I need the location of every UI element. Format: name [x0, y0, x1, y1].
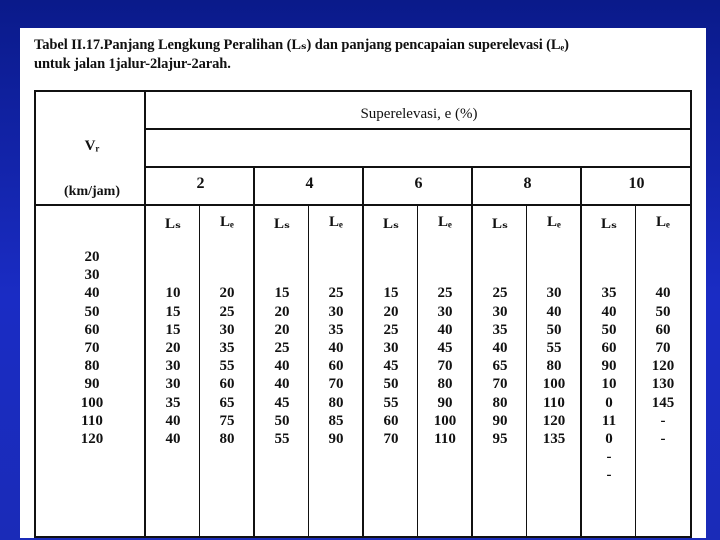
table-cell: 15: [165, 321, 181, 338]
table-cell: 75: [219, 412, 235, 429]
subheader-le-4: Lₑ: [329, 214, 343, 230]
column-9: [582, 248, 636, 484]
table-cell: 30: [328, 303, 344, 320]
table-cell: 50: [655, 303, 671, 320]
table-cell: 45: [437, 339, 453, 356]
subheader-le-10: Lₑ: [656, 214, 670, 230]
table-cell: 15: [165, 303, 181, 320]
table-cell: 25: [492, 285, 508, 302]
column-4: [309, 248, 363, 448]
column-5: [364, 248, 418, 448]
table-cell: 130: [651, 376, 675, 393]
table-cell: [146, 266, 200, 284]
table-cell: 70: [492, 376, 508, 393]
column-10: [636, 248, 690, 448]
table-cell: 40: [165, 430, 181, 447]
header-superelevation: Superelevasi, e (%): [360, 106, 478, 122]
table-cell: 60: [328, 358, 344, 375]
header-e-6: 6: [414, 175, 423, 192]
table-cell: 55: [383, 394, 399, 411]
table-cell: -: [606, 467, 612, 484]
table-cell: 40: [546, 303, 562, 320]
rule-under-superelevation: [146, 128, 692, 130]
cell-vr: 70: [84, 339, 100, 356]
table-cell: 110: [543, 394, 565, 411]
cell-vr: 30: [84, 267, 100, 284]
table-cell: 35: [492, 321, 508, 338]
table-cell: [146, 248, 200, 266]
table-cell: [309, 248, 363, 266]
table-cell: 30: [492, 303, 508, 320]
table-cell: 70: [437, 358, 453, 375]
cell-vr: 100: [80, 394, 104, 411]
table-cell: 95: [492, 430, 508, 447]
table-cell: 90: [328, 430, 344, 447]
table-cell: -: [606, 449, 612, 466]
table-cell: 65: [219, 394, 235, 411]
table-cell: 35: [219, 339, 235, 356]
table-cell: 30: [165, 358, 181, 375]
table-cell: 10: [165, 285, 181, 302]
subheader-ls-6: Lₛ: [383, 216, 399, 232]
subheader-le-6: Lₑ: [438, 214, 452, 230]
header-vr: Vᵣ: [84, 138, 100, 154]
column-3: [255, 248, 309, 448]
cell-vr: 90: [84, 376, 100, 393]
table-cell: 70: [655, 339, 671, 356]
table-cell: 110: [434, 430, 456, 447]
table-cell: 60: [655, 321, 671, 338]
table-cell: 55: [219, 358, 235, 375]
column-1: [146, 248, 200, 448]
table-cell: 80: [546, 358, 562, 375]
table-cell: -: [660, 430, 666, 447]
table-cell: 40: [601, 303, 617, 320]
table-cell: [200, 266, 254, 284]
column-2: [200, 248, 254, 448]
subheader-ls-2: Lₛ: [165, 216, 181, 232]
cell-vr: 50: [84, 303, 100, 320]
table-cell: 15: [274, 285, 290, 302]
table-cell: 20: [274, 303, 290, 320]
table-caption: [34, 36, 694, 74]
slide-image: [20, 28, 706, 538]
table-cell: 50: [546, 321, 562, 338]
table-cell: 65: [492, 358, 508, 375]
subheader-ls-10: Lₛ: [601, 216, 617, 232]
table-cell: 70: [383, 430, 399, 447]
caption-line-1: Tabel II.17.Panjang Lengkung Peralihan (Lₛ) dan panjang pencapaian superelevasi (Lₑ): [34, 37, 569, 53]
table-cell: 145: [651, 394, 675, 411]
table-cell: [527, 266, 581, 284]
table-cell: 30: [383, 339, 399, 356]
rule-under-subheaders: [36, 204, 692, 206]
table-cell: 35: [328, 321, 344, 338]
table-cell: 100: [542, 376, 566, 393]
table-cell: [418, 248, 472, 266]
table-cell: 10: [601, 376, 617, 393]
header-vr-unit: (km/jam): [64, 184, 120, 199]
table-cell: 25: [383, 321, 399, 338]
table-cell: 100: [433, 412, 457, 429]
table-cell: 30: [546, 285, 562, 302]
subheader-le-2: Lₑ: [220, 214, 234, 230]
table-cell: -: [660, 412, 666, 429]
table-cell: [636, 266, 690, 284]
table-cell: 90: [492, 412, 508, 429]
cell-vr: 120: [80, 430, 104, 447]
table-cell: [473, 266, 527, 284]
table-cell: 135: [542, 430, 566, 447]
table-cell: 25: [437, 285, 453, 302]
table-cell: [636, 248, 690, 266]
table-cell: 45: [383, 358, 399, 375]
table-cell: 20: [274, 321, 290, 338]
caption-line-2: untuk jalan 1jalur-2lajur-2arah.: [34, 56, 231, 72]
table-cell: 120: [651, 358, 675, 375]
table-cell: 40: [328, 339, 344, 356]
table-cell: [582, 266, 636, 284]
table-cell: 90: [601, 358, 617, 375]
table-cell: 20: [165, 339, 181, 356]
table-cell: 30: [219, 321, 235, 338]
table-cell: 45: [274, 394, 290, 411]
table-cell: 35: [601, 285, 617, 302]
cell-vr: 110: [81, 412, 103, 429]
table-cell: 20: [383, 303, 399, 320]
cell-vr: 20: [84, 249, 100, 265]
rule-under-e-values: [146, 166, 692, 168]
table-cell: 25: [328, 285, 344, 302]
table-cell: [473, 248, 527, 266]
header-e-10: 10: [628, 175, 645, 192]
table-cell: 40: [274, 358, 290, 375]
table-cell: 120: [542, 412, 566, 429]
table-cell: 80: [219, 430, 235, 447]
table-cell: 40: [274, 376, 290, 393]
subheader-le-8: Lₑ: [547, 214, 561, 230]
table-cell: 40: [655, 285, 671, 302]
table-cell: [418, 266, 472, 284]
table-cell: 15: [383, 285, 399, 302]
column-6: [418, 248, 472, 448]
table-cell: [364, 266, 418, 284]
subheader-ls-8: Lₛ: [492, 216, 508, 232]
table-cell: 55: [546, 339, 562, 356]
cell-vr: 60: [84, 321, 100, 338]
table-cell: [364, 248, 418, 266]
table-cell: 20: [219, 285, 235, 302]
table-cell: 50: [601, 321, 617, 338]
table-cell: 60: [219, 376, 235, 393]
table-cell: 35: [165, 394, 181, 411]
subheader-ls-4: Lₛ: [274, 216, 290, 232]
table-cell: 25: [219, 303, 235, 320]
table-cell: [200, 248, 254, 266]
table-cell: 25: [274, 339, 290, 356]
table-cell: 60: [383, 412, 399, 429]
table-cell: 30: [437, 303, 453, 320]
table-cell: [255, 266, 309, 284]
table-cell: 40: [165, 412, 181, 429]
table-cell: 60: [601, 339, 617, 356]
table-cell: [309, 266, 363, 284]
table-cell: 0: [605, 394, 613, 411]
table-cell: 70: [328, 376, 344, 393]
table-cell: 40: [437, 321, 453, 338]
table-cell: 85: [328, 412, 344, 429]
table-cell: 80: [492, 394, 508, 411]
table-cell: 11: [601, 412, 617, 429]
table-cell: [255, 248, 309, 266]
table-cell: [582, 248, 636, 266]
table-cell: 30: [165, 376, 181, 393]
table-cell: 80: [437, 376, 453, 393]
table-cell: [527, 248, 581, 266]
table-cell: 55: [274, 430, 290, 447]
header-e-2: 2: [196, 175, 205, 192]
cell-vr: 40: [84, 285, 100, 302]
header-e-4: 4: [305, 175, 314, 192]
column-8: [527, 248, 581, 448]
table-cell: 80: [328, 394, 344, 411]
table-cell: 50: [383, 376, 399, 393]
table-cell: 90: [437, 394, 453, 411]
table-cell: 40: [492, 339, 508, 356]
header-e-8: 8: [523, 175, 532, 192]
table-cell: 50: [274, 412, 290, 429]
column-vr: [38, 248, 146, 448]
cell-vr: 80: [84, 358, 100, 375]
data-table: [34, 90, 692, 538]
column-7: [473, 248, 527, 448]
table-cell: 0: [605, 430, 613, 447]
